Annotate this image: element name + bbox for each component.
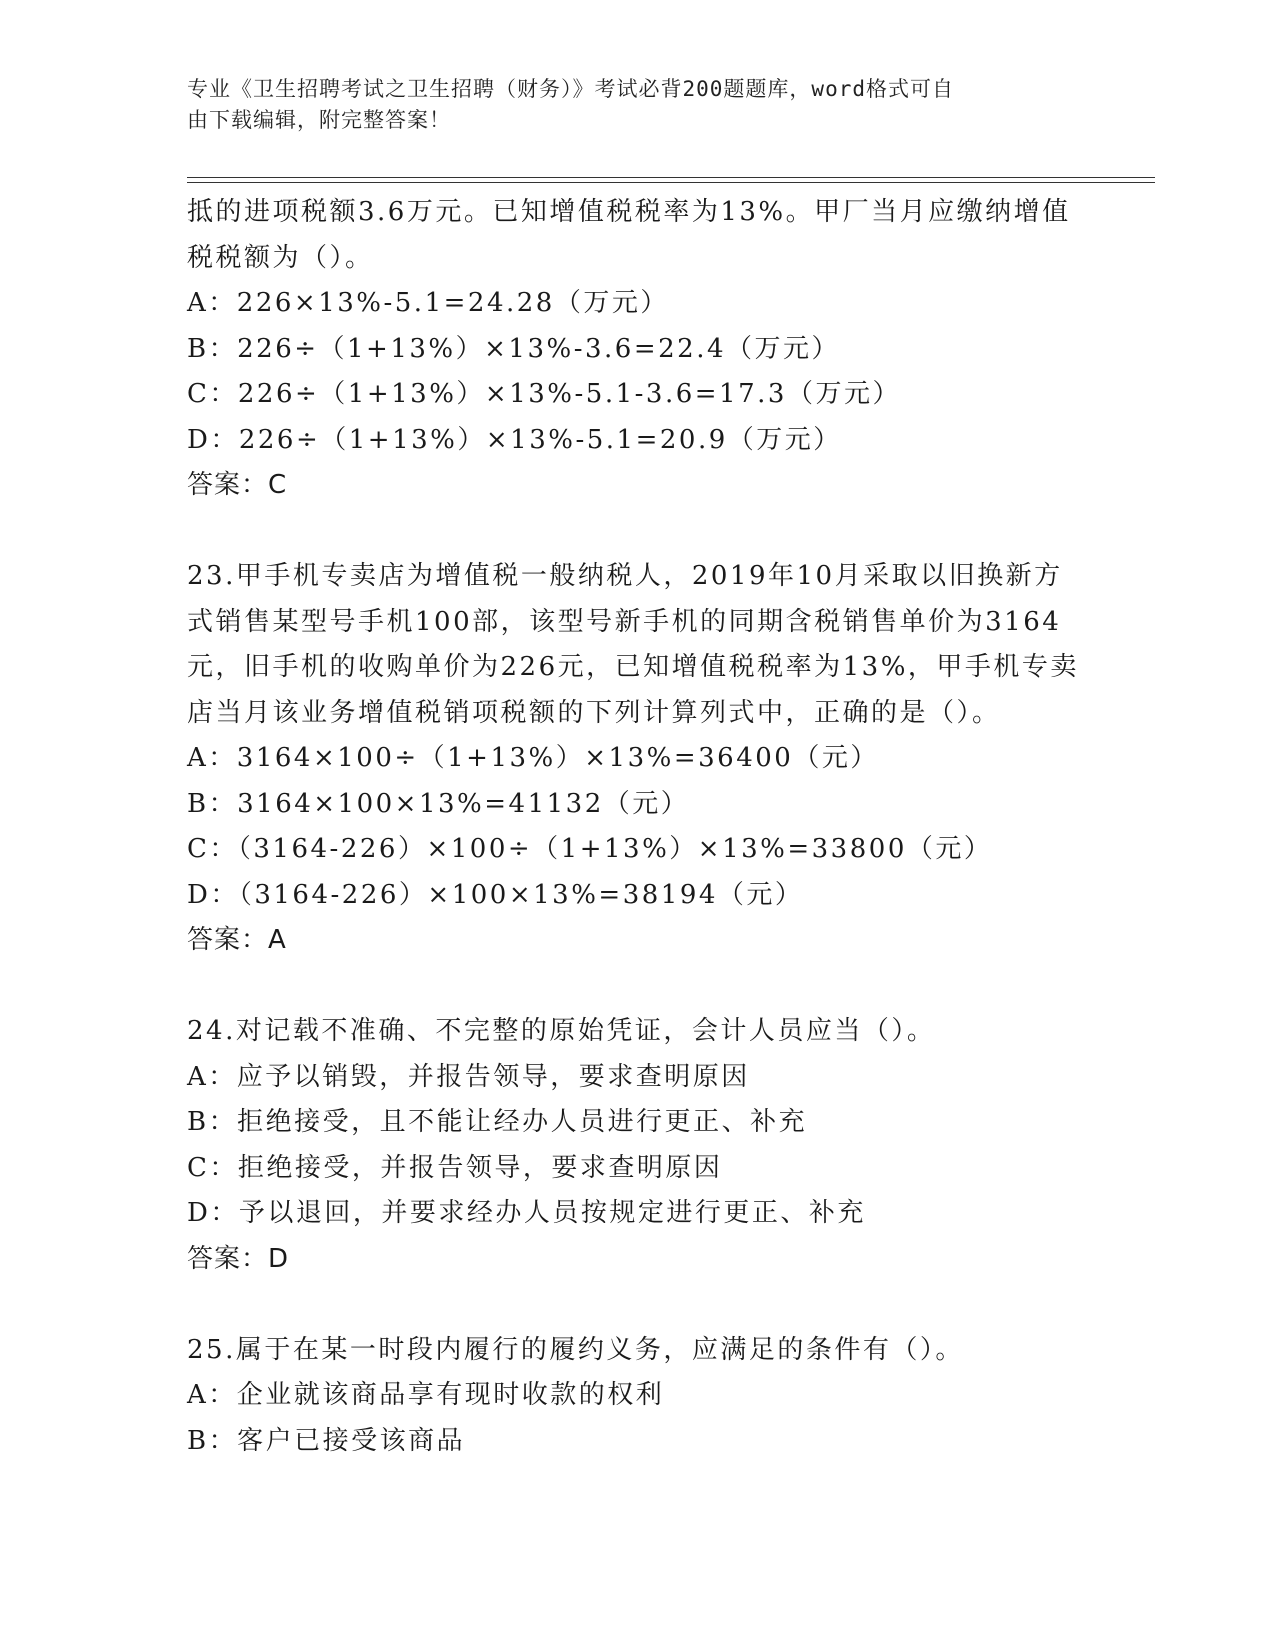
header-line-1: 专业《卫生招聘考试之卫生招聘（财务）》考试必背200题题库，word格式可自	[187, 77, 954, 101]
option-c: C：226÷（1+13%）×13%-5.1-3.6=17.3（万元）	[187, 379, 901, 409]
question-22	[187, 190, 1087, 509]
option-d: D：（3164-226）×100×13%=38194（元）	[187, 879, 804, 910]
option-d: D：予以退回，并要求经办人员按规定进行更正、补充	[187, 1198, 866, 1228]
question-text: 25.属于在某一时段内履行的履约义务，应满足的条件有（）。	[187, 1334, 964, 1365]
page-header	[187, 74, 1067, 136]
spacer	[187, 964, 1087, 1010]
question-23	[187, 554, 1087, 964]
question-text: 元，旧手机的收购单价为226元，已知增值税税率为13%，甲手机专卖	[187, 652, 1079, 682]
question-text: 税税额为（）。	[187, 242, 374, 273]
question-text: 抵的进项税额3.6万元。已知增值税税率为13%。甲厂当月应缴纳增值	[187, 197, 1071, 227]
spacer	[187, 509, 1087, 555]
answer-label: 答案：A	[187, 925, 287, 955]
option-a: A：3164×100÷（1+13%）×13%=36400（元）	[187, 743, 879, 773]
option-b: B：客户已接受该商品	[187, 1425, 466, 1456]
question-content	[187, 190, 1087, 1464]
option-a: A：应予以销毁，并报告领导，要求查明原因	[187, 1061, 750, 1092]
header-divider-bottom	[187, 182, 1155, 183]
question-24	[187, 1009, 1087, 1282]
question-25	[187, 1328, 1087, 1465]
header-line-2: 由下载编辑，附完整答案！	[187, 108, 451, 132]
answer-label: 答案：D	[187, 1243, 290, 1274]
question-text: 24.对记载不准确、不完整的原始凭证，会计人员应当（）。	[187, 1016, 936, 1046]
option-c: C：拒绝接受，并报告领导，要求查明原因	[187, 1152, 723, 1183]
option-a: A：226×13%-5.1=24.28（万元）	[187, 288, 669, 318]
header-divider-top	[187, 177, 1155, 178]
option-b: B：3164×100×13%=41132（元）	[187, 788, 690, 819]
option-b: B：226÷（1+13%）×13%-3.6=22.4（万元）	[187, 333, 841, 364]
option-c: C：（3164-226）×100÷（1+13%）×13%=33800（元）	[187, 834, 993, 864]
option-a: A：企业就该商品享有现时收款的权利	[187, 1380, 665, 1410]
option-d: D：226÷（1+13%）×13%-5.1=20.9（万元）	[187, 424, 842, 455]
answer-label: 答案：C	[187, 470, 288, 500]
option-b: B：拒绝接受，且不能让经办人员进行更正、补充	[187, 1107, 808, 1137]
question-text: 式销售某型号手机100部，该型号新手机的同期含税销售单价为3164	[187, 606, 1062, 637]
spacer	[187, 1282, 1087, 1328]
question-text: 店当月该业务增值税销项税额的下列计算列式中，正确的是（）。	[187, 697, 1001, 728]
question-text: 23.甲手机专卖店为增值税一般纳税人，2019年10月采取以旧换新方	[187, 561, 1063, 591]
